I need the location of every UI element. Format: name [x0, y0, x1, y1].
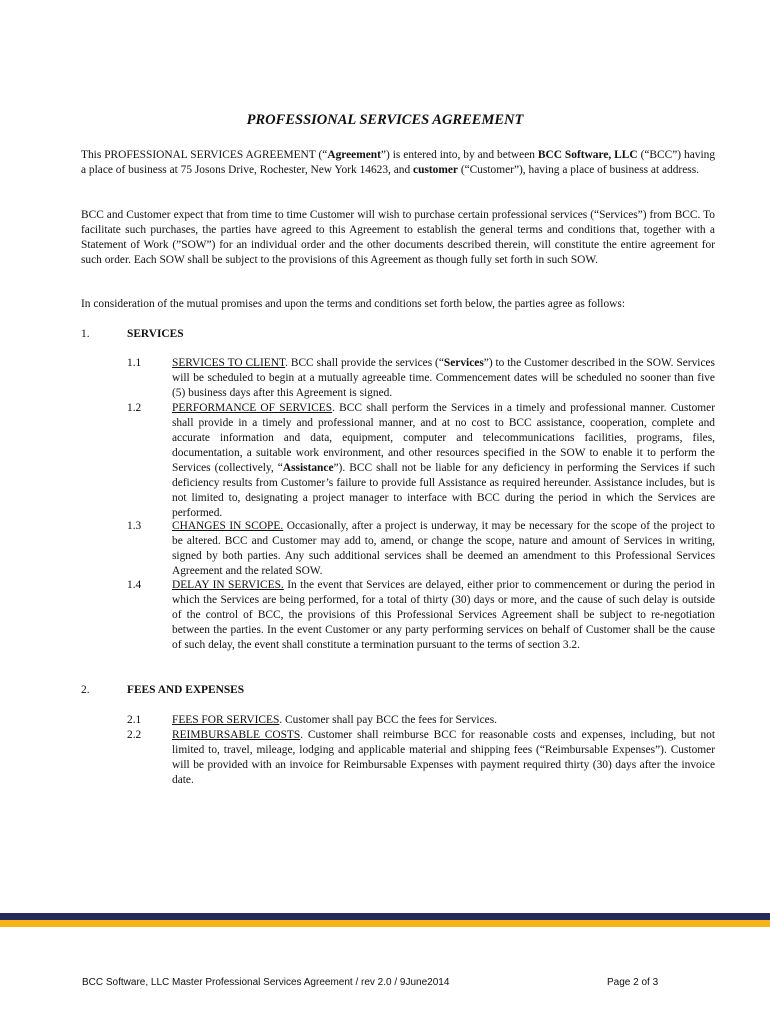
- clause-heading: REIMBURSABLE COSTS: [172, 729, 301, 741]
- clause-number: 1.4: [127, 579, 142, 591]
- footer-stripe-gold: [0, 920, 770, 927]
- clause-text: REIMBURSABLE COSTS. Customer shall reimburse BCC for reasonable costs and expenses, including, but not limited to, travel, mileage, lodging and applicable material and shipping fees (“Reimbursable Expenses”). Customer will be provided with an invoice for Reimbursable Expenses with payment required thirty (30) days after the invoice date.: [172, 729, 715, 786]
- clause-heading: PERFORMANCE OF SERVICES: [172, 402, 333, 414]
- clause-number: 2.2: [127, 729, 142, 741]
- consideration-paragraph: In consideration of the mutual promises and upon the terms and conditions set forth below, the parties agree as follows:: [81, 298, 625, 310]
- footer-page-number: Page 2 of 3: [607, 977, 659, 988]
- intro-bold-company: BCC Software, LLC: [537, 149, 638, 161]
- intro-text: (“Customer”), having a place of business at address.: [457, 164, 699, 176]
- purpose-paragraph: BCC and Customer expect that from time to time Customer will wish to purchase certain professional services (“Services”) from BCC. To facilitate such purchases, the parties have agreed to this Agreement to establish the general terms and conditions that, together with a Statement of Work (”SOW”) for an individual order and the other documents described therein, will constitute the entire agreement for such order. Each SOW shall be subject to the provisions of this Agreement as though fully set forth in such SOW.: [81, 209, 715, 266]
- section-title-services: SERVICES: [127, 328, 184, 340]
- intro-bold-agreement: Agreement: [327, 149, 381, 161]
- document-title: PROFESSIONAL SERVICES AGREEMENT: [246, 112, 524, 128]
- section-number: 1.: [81, 328, 90, 340]
- clause-number: 1.2: [127, 402, 142, 414]
- clause-number: 1.3: [127, 520, 142, 532]
- intro-text: This PROFESSIONAL SERVICES AGREEMENT (“: [81, 149, 328, 161]
- clause-number: 1.1: [127, 357, 142, 369]
- intro-text: ”) is entered into, by and between: [380, 149, 538, 161]
- clause-text: PERFORMANCE OF SERVICES. BCC shall perform the Services in a timely and professional manner. Customer shall provide in a timely and professional manner, and at no cost to BCC assistance, cooperation, complete and accurate information and data, equipment, computer and telecommunications facilities, programs, files, documentation, a suitable work environment, and other resources specified in the SOW to enable it to perform the Services (collectively, “Assistance”). BCC shall not be liable for any deficiency in performing the Services if such deficiency results from Customer’s failure to provide full Assistance as required hereunder. Assistance includes, but is not limited to, designating a project manager to interface with BCC during the period in which the Services are performed.: [172, 402, 716, 519]
- clause-number: 2.1: [127, 714, 142, 726]
- clause-text: SERVICES TO CLIENT. BCC shall provide the services (“Services”) to the Customer described in the SOW. Services will be scheduled to begin at a mutually agreeable time. Commencement dates will be scheduled no sooner than five (5) business days after this Agreement is signed.: [172, 357, 715, 399]
- intro-text: (“BCC”) having a place of business at 75 Josons Drive, Rochester, New York 14623, and: [81, 149, 716, 176]
- footer-document-info: BCC Software, LLC Master Professional Services Agreement / rev 2.0 / 9June2014: [82, 977, 450, 988]
- intro-paragraph: [81, 148, 715, 178]
- intro-bold-customer: customer: [413, 164, 458, 176]
- clause-text: CHANGES IN SCOPE. Occasionally, after a project is underway, it may be necessary for the scope of the project to be altered. BCC and Customer may add to, amend, or change the scope, nature and amount of Services in writing, signed by both parties. Any such additional services shall be deemed an amendment to this Professional Services Agreement and the related SOW.: [172, 520, 715, 577]
- clause-heading: CHANGES IN SCOPE.: [172, 520, 284, 532]
- section-title-fees: FEES AND EXPENSES: [127, 684, 245, 696]
- clause-heading: DELAY IN SERVICES.: [172, 579, 284, 591]
- clause-heading: SERVICES TO CLIENT: [172, 357, 286, 369]
- footer-stripe-navy: [0, 913, 770, 920]
- clause-text: DELAY IN SERVICES. In the event that Services are delayed, either prior to commencement or during the period in which the Services are being performed, for a total of thirty (30) days or more, and the cause of such delay is outside of the control of BCC, the provisions of this Professional Services Agreement shall be subject to re-negotiation between the parties. In the event Customer or any party performing services on behalf of Customer shall be the cause of such delay, the event shall constitute a termination pursuant to the terms of section 3.2.: [172, 579, 715, 651]
- clause-heading: FEES FOR SERVICES: [172, 714, 280, 726]
- clause-text: FEES FOR SERVICES. Customer shall pay BCC the fees for Services.: [172, 714, 497, 726]
- section-number: 2.: [81, 684, 90, 696]
